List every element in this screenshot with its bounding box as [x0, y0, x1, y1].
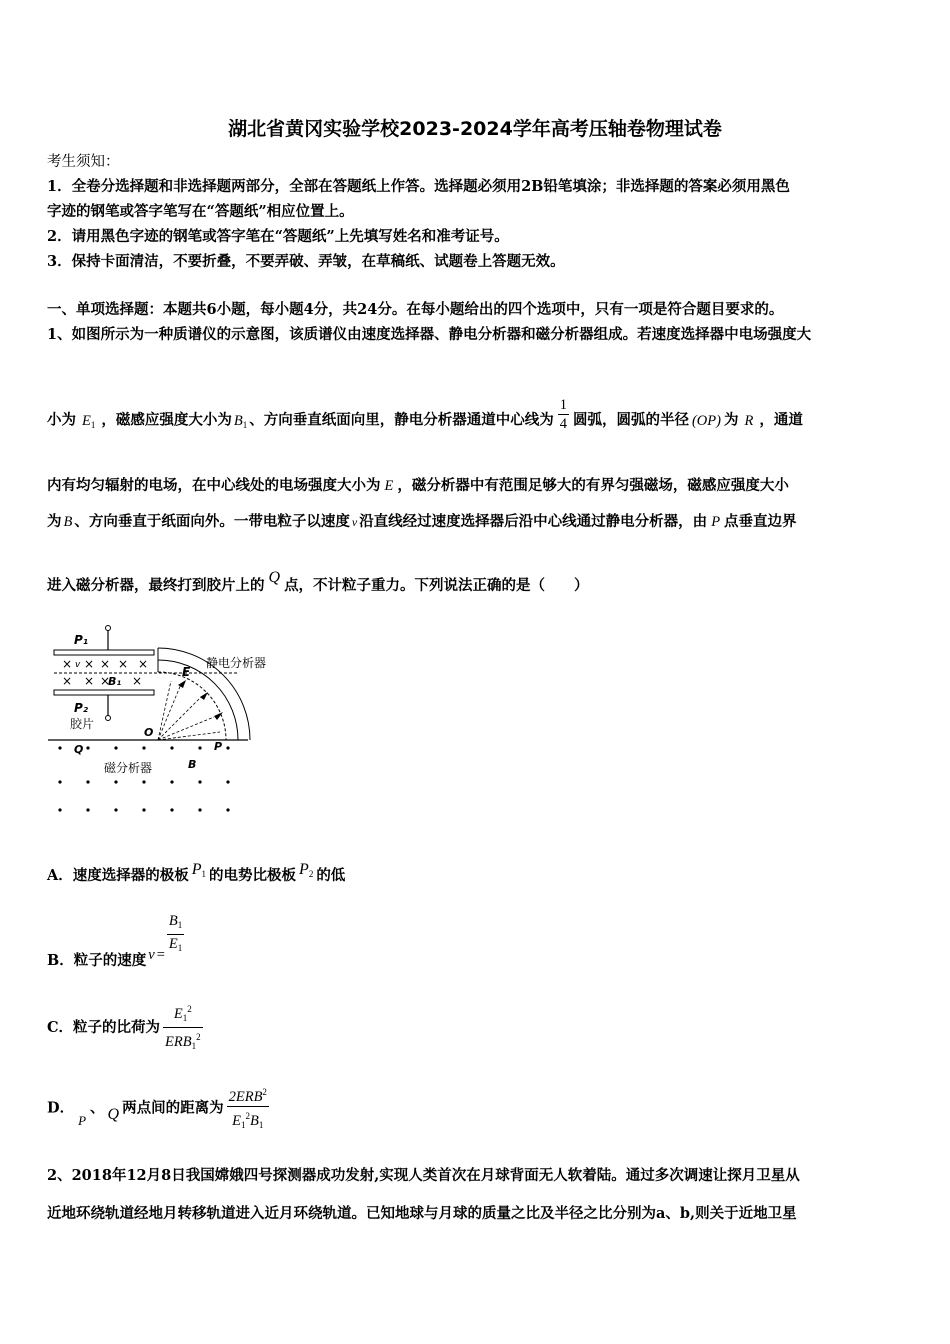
label-e: E — [182, 665, 191, 679]
cross-mark: × — [138, 657, 149, 671]
option-c[interactable]: C．粒子的比荷为 $\frac{E_1^2}{ERB_1^2}$ — [47, 1000, 203, 1055]
q1-line-2: 小为 $E_1$ ，磁感应强度大小为 $B_1$ 、方向垂直纸面向里，静电分析器通道中心线为 $\frac{1}{4}$ 圆弧，圆弧的半径 (OP) 为 R ，通道 — [47, 397, 803, 432]
cross-mark: × — [62, 674, 73, 688]
cross-mark: × — [62, 657, 73, 671]
option-d[interactable]: D．P、 Q 两点间的距离为 $\frac{2ERB^2}{E_1^2B_1}$ — [47, 1083, 269, 1134]
notice-heading: 考生须知： — [47, 154, 120, 170]
q1-line-4: 为 B 、方向垂直于纸面向外。一带电粒子以速度 v 沿直线经过速度选择器后沿中心线通过静电分析器，由 P 点垂直边界 — [47, 513, 797, 530]
mass-spectrometer-figure — [48, 620, 298, 820]
label-p2: P₂ — [74, 701, 89, 715]
notice-item-1: 1．全卷分选择题和非选择题两部分，全部在答题纸上作答。选择题必须用2B铅笔填涂；非选择题的答案必须用黑色 — [47, 178, 790, 195]
notice-item-1-cont: 字迹的钢笔或答字笔写在“答题纸”相应位置上。 — [47, 203, 354, 220]
cross-mark: × — [118, 657, 129, 671]
q1-line-1: 1、如图所示为一种质谱仪的示意图，该质谱仪由速度选择器、静电分析器和磁分析器组成。若速度选择器中电场强度大 — [47, 326, 812, 343]
label-o: O — [144, 726, 154, 739]
q1-line-3: 内有均匀辐射的电场，在中心线处的电场强度大小为 E ，磁分析器中有范围足够大的有界匀强磁场，磁感应强度大小 — [47, 477, 789, 494]
label-magnetic-analyzer: 磁分析器 — [104, 761, 153, 775]
cross-mark: × — [84, 674, 95, 688]
option-b[interactable]: B．粒子的速度 v = $\frac{B_1}{E_1}$ — [47, 913, 183, 969]
cross-mark: × — [132, 674, 143, 688]
q2-line-1: 2、2018年12月8日我国嫦娥四号探测器成功发射,实现人类首次在月球背面无人软着陆。通过多次调速让探月卫星从 — [47, 1167, 800, 1184]
q2-line-2: 近地环绕轨道经地月转移轨道进入近月环绕轨道。已知地球与月球的质量之比及半径之比分别为a、b,则关于近地卫星 — [47, 1205, 797, 1222]
notice-item-3: 3．保持卡面清洁，不要折叠，不要弄破、弄皱，在草稿纸、试题卷上答题无效。 — [47, 253, 565, 270]
cross-mark: × — [84, 657, 95, 671]
label-v: v — [75, 660, 81, 670]
label-q: Q — [74, 743, 84, 756]
label-p1: P₁ — [74, 633, 89, 647]
section-heading: 一、单项选择题：本题共6小题，每小题4分，共24分。在每小题给出的四个选项中，只有一项是符合题目要求的。 — [47, 301, 784, 318]
cross-mark: × — [100, 674, 111, 688]
label-b: B — [188, 758, 197, 771]
option-a[interactable]: A．速度选择器的极板 $P_1$ 的电势比极板 $P_2$ 的低 — [47, 861, 346, 884]
label-film: 胶片 — [70, 717, 95, 731]
cross-mark: × — [100, 657, 111, 671]
label-b1: B₁ — [108, 675, 122, 688]
label-p: P — [214, 740, 223, 753]
q1-line-5: 进入磁分析器，最终打到胶片上的 Q 点，不计粒子重力。下列说法正确的是（ ） — [47, 569, 589, 594]
label-electrostatic-analyzer: 静电分析器 — [206, 656, 267, 670]
page-title: 湖北省黄冈实验学校2023-2024学年高考压轴卷物理试卷 — [228, 118, 722, 140]
notice-item-2: 2．请用黑色字迹的钢笔或答字笔在“答题纸”上先填写姓名和准考证号。 — [47, 228, 509, 245]
